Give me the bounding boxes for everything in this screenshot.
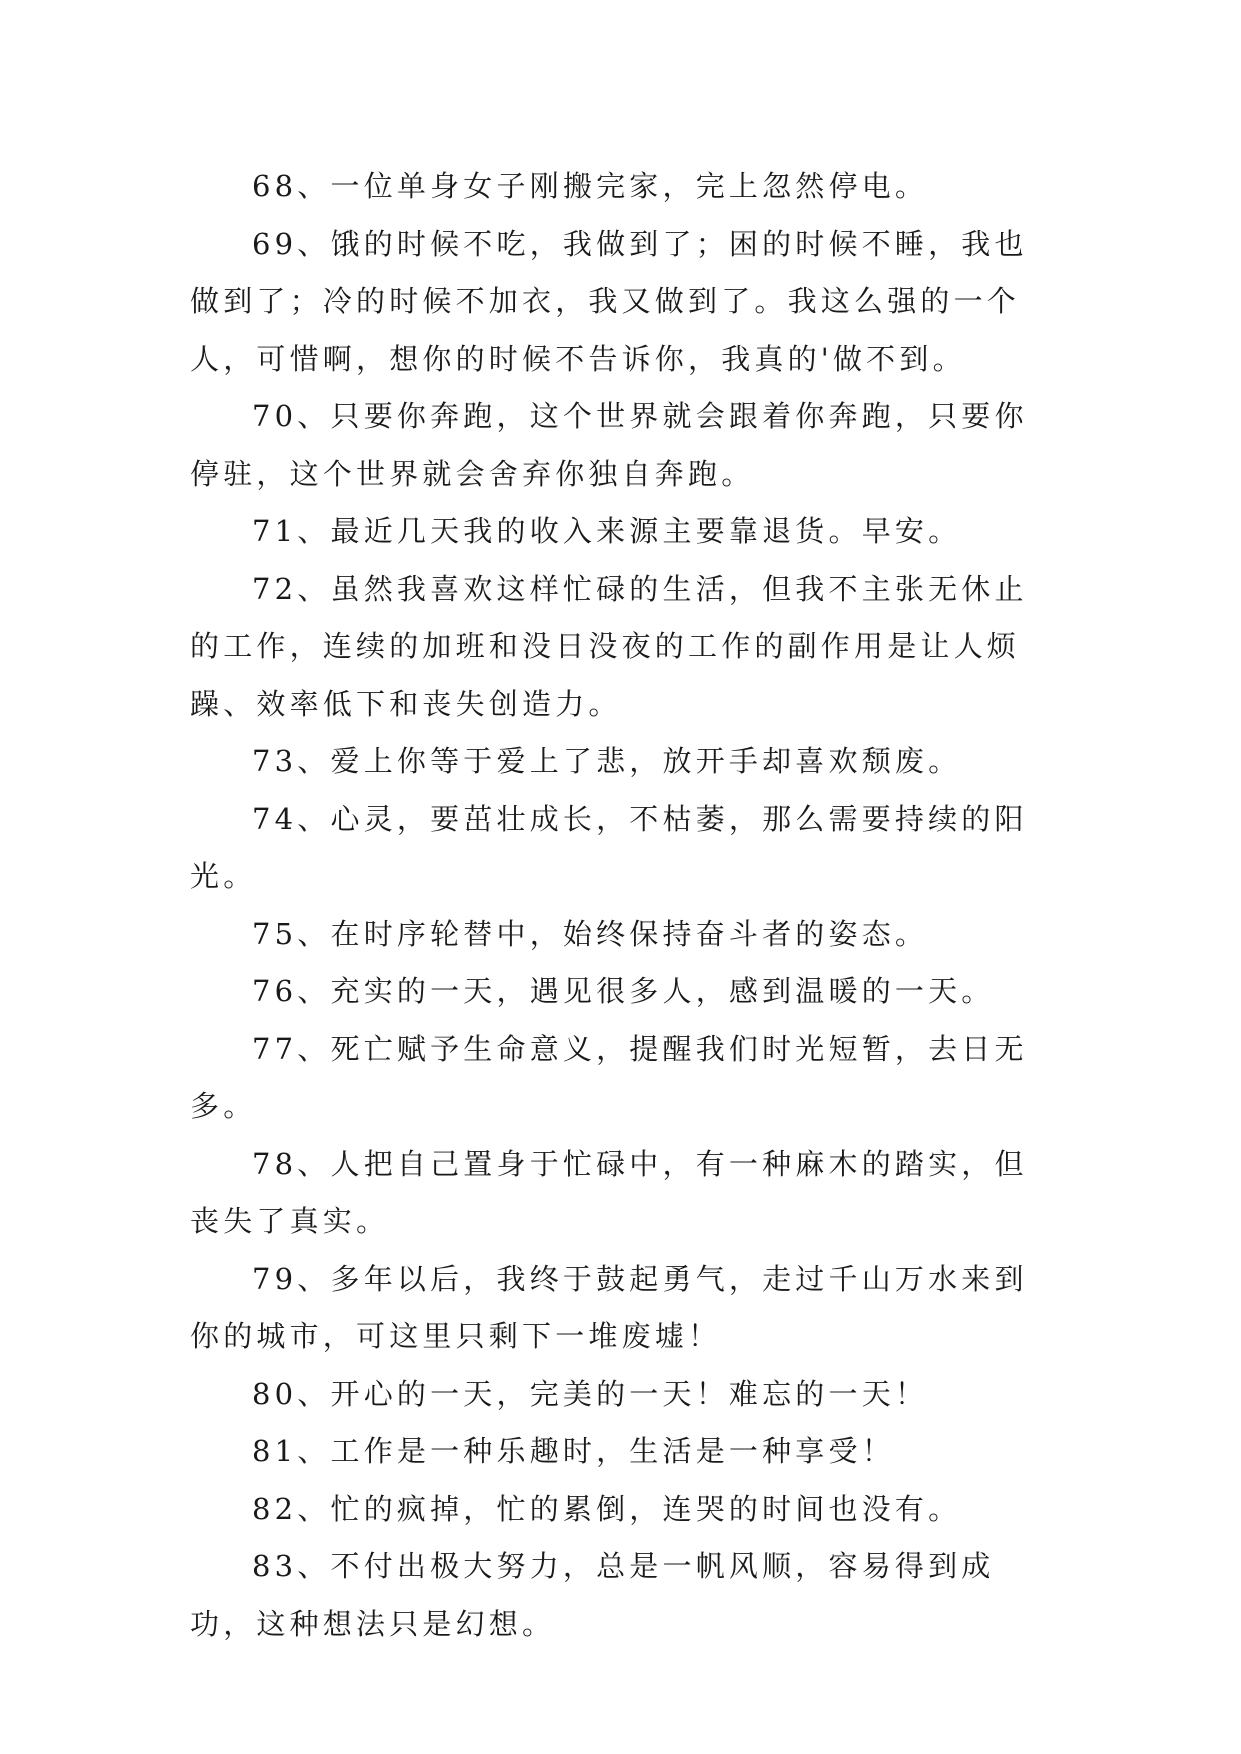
body-text bbox=[190, 158, 1060, 1653]
paragraph-76: 76、充实的一天，遇见很多人，感到温暖的一天。 bbox=[252, 974, 995, 1008]
paragraph-81: 81、工作是一种乐趣时，生活是一种享受！ bbox=[252, 1434, 895, 1468]
paragraph-75: 75、在时序轮替中，始终保持奋斗者的姿态。 bbox=[252, 916, 929, 951]
paragraph-80: 80、开心的一天，完美的一天！难忘的一天！ bbox=[252, 1376, 929, 1411]
paragraph-78: 78、人把自己置身于忙碌中，有一种麻木的踏实，但丧失了真实。 bbox=[190, 1146, 1028, 1238]
paragraph-70: 70、只要你奔跑，这个世界就会跟着你奔跑，只要你停驻，这个世界就会舍弃你独自奔跑。 bbox=[190, 399, 1028, 491]
paragraph-72: 72、虽然我喜欢这样忙碌的生活，但我不主张无休止的工作，连续的加班和没日没夜的工作的副作用是让人烦躁、效率低下和丧失创造力。 bbox=[190, 571, 1028, 721]
paragraph-82: 82、忙的疯掉，忙的累倒，连哭的时间也没有。 bbox=[252, 1491, 962, 1526]
paragraph-74: 74、心灵，要茁壮成长，不枯萎，那么需要持续的阳光。 bbox=[190, 801, 1028, 893]
paragraph-83: 83、不付出极大努力，总是一帆风顺，容易得到成功，这种想法只是幻想。 bbox=[190, 1549, 995, 1641]
paragraph-68: 68、一位单身女子刚搬完家，完上忽然停电。 bbox=[252, 169, 929, 203]
paragraph-71: 71、最近几天我的收入来源主要靠退货。早安。 bbox=[252, 514, 962, 548]
paragraph-73: 73、爱上你等于爱上了悲，放开手却喜欢颓废。 bbox=[252, 744, 962, 778]
paragraph-77: 77、死亡赋予生命意义，提醒我们时光短暂，去日无多。 bbox=[190, 1031, 1028, 1123]
paragraph-79: 79、多年以后，我终于鼓起勇气，走过千山万水来到你的城市，可这里只剩下一堆废墟！ bbox=[190, 1261, 1028, 1353]
paragraph-69: 69、饿的时候不吃，我做到了；困的时候不睡，我也做到了；冷的时候不加衣，我又做到了。我这么强的一个人，可惜啊，想你的时候不告诉你，我真的'做不到。 bbox=[190, 226, 1028, 376]
